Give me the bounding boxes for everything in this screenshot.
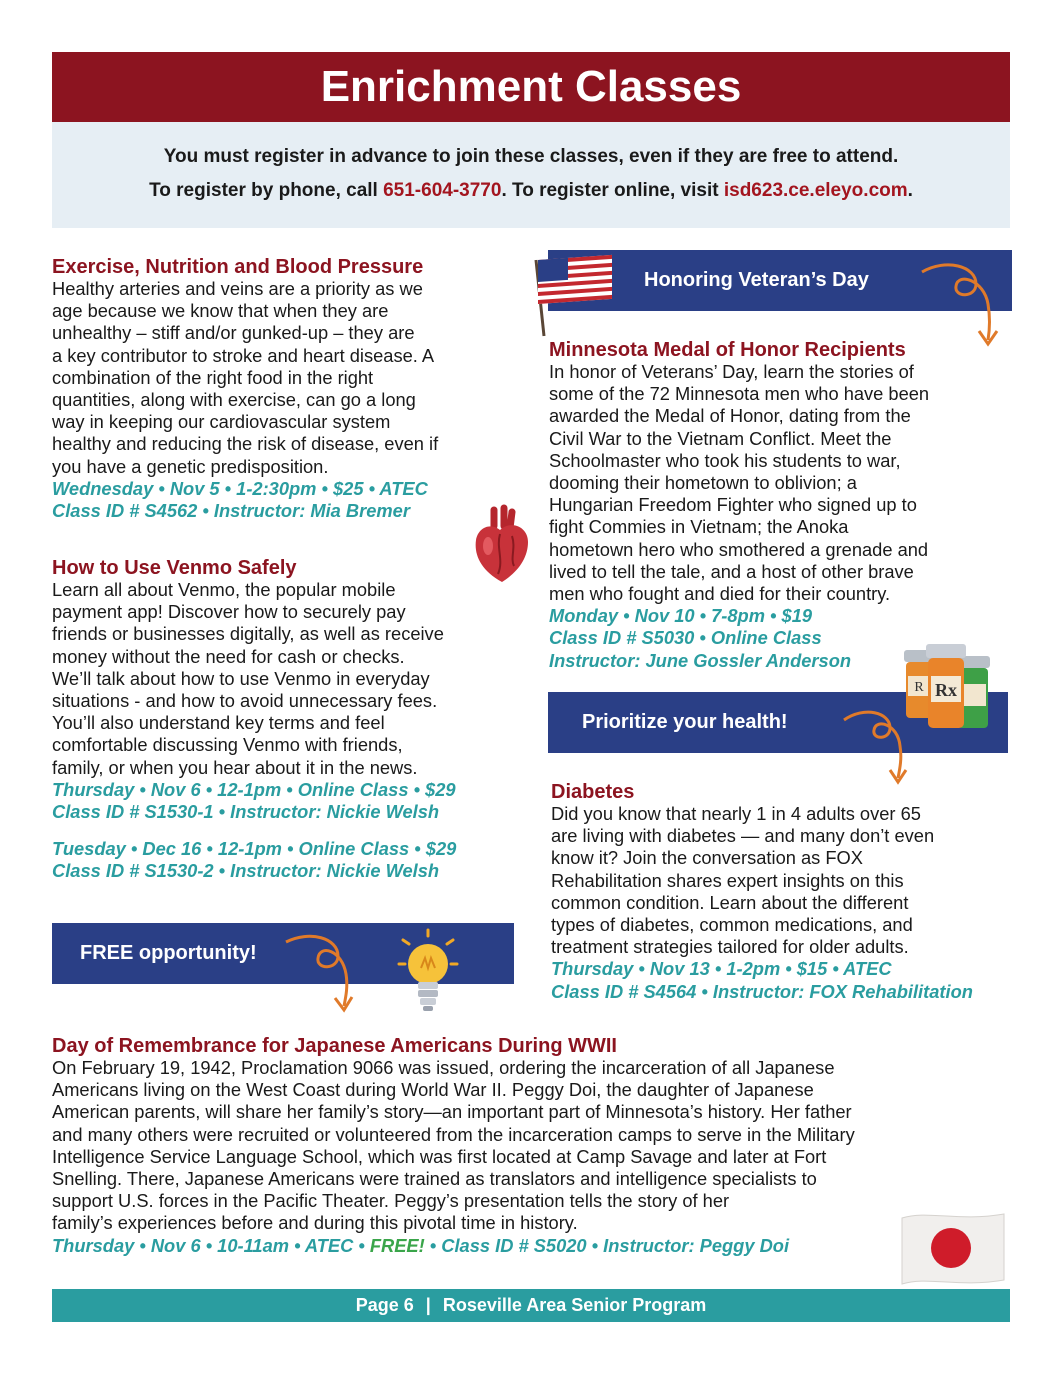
remembrance-details-end: • Class ID # S5020 • Instructor: Peggy Doi [424,1234,790,1256]
curly-arrow-icon [918,258,1008,348]
venmo-section [52,557,522,883]
diabetes-line: are living with diabetes — and many don’t even [551,825,935,847]
japan-flag-icon [898,1210,1008,1288]
remembrance-line: Americans living on the West Coast during World War II. Peggy Doi, the daughter of Japanese [52,1079,814,1101]
registration-online-prefix: . To register online, visit [501,180,724,201]
medal-title: Minnesota Medal of Honor Recipients [549,339,906,361]
medal-line: fight Commies in Vietnam; the Anoka [549,516,849,538]
page-number: Page 6 [355,1295,414,1315]
medal-line: men who fought and died for their country. [549,583,891,605]
medal-line: hometown hero who smothered a grenade and [549,538,929,560]
exercise-description [52,278,522,478]
remembrance-line: On February 19, 1942, Proclamation 9066 was issued, ordering the incarceration of all Japanese [52,1057,835,1078]
exercise-line: a key contributor to stroke and heart disease. A [52,344,435,366]
remembrance-line: Intelligence Service Language School, which was first located at Camp Savage and later at Fort [52,1145,827,1167]
exercise-line: healthy and reducing the risk of disease, even if [52,433,439,455]
medal-instructor: Instructor: June Gossler Anderson [549,649,852,671]
remembrance-line: Snelling. There, Japanese Americans were trained as translators and intelligence specialists to [52,1168,817,1190]
venmo-line: friends or businesses digitally, as well as receive [52,623,444,645]
diabetes-description [551,803,1013,958]
registration-line2 [52,168,1010,202]
diabetes-line: know it? Join the conversation as FOX [551,847,863,869]
registration-phone-prefix: To register by phone, call [149,180,384,201]
footer-bar [52,1289,1010,1322]
venmo-line: comfortable discussing Venmo with friends, [52,734,403,756]
venmo-title: How to Use Venmo Safely [52,557,297,579]
exercise-title: Exercise, Nutrition and Blood Pressure [52,256,424,278]
medal-line: Hungarian Freedom Fighter who signed up to [549,494,917,516]
medal-line: some of the 72 Minnesota men who have been [549,383,930,405]
footer-separator: | [425,1295,431,1315]
exercise-class-id: Class ID # S4562 • Instructor: Mia Bremer [52,500,410,522]
venmo-session2-class-id: Class ID # S1530-2 • Instructor: Nickie Welsh [52,860,440,882]
exercise-line: combination of the right food in the right [52,366,374,388]
exercise-line: Healthy arteries and veins are a priority as we [52,278,423,299]
curly-arrow-icon [280,930,370,1015]
medal-class-id: Class ID # S5030 • Online Class [549,627,822,649]
page-title: Enrichment Classes [52,52,1010,122]
exercise-line: you have a genetic predisposition. [52,455,329,477]
registration-box [52,122,1010,228]
venmo-session1-class-id: Class ID # S1530-1 • Instructor: Nickie Welsh [52,801,440,823]
us-flag-icon [530,254,616,340]
remembrance-schedule [52,1235,1012,1257]
venmo-line: We’ll talk about how to use Venmo in everyday [52,667,430,689]
medal-line: Civil War to the Vietnam Conflict. Meet the [549,427,892,449]
svg-text:Rx: Rx [935,680,957,700]
venmo-description [52,579,522,779]
curly-arrow-icon [840,706,920,786]
registration-line1: You must register in advance to join these classes, even if they are free to attend. [163,146,899,167]
diabetes-line: Did you know that nearly 1 in 4 adults over 65 [551,803,921,824]
diabetes-title: Diabetes [551,781,635,803]
diabetes-line: treatment strategies tailored for older adults. [551,936,909,958]
medal-schedule: Monday • Nov 10 • 7-8pm • $19 [549,605,813,627]
venmo-line: situations - and how to avoid unnecessary fees. [52,690,438,712]
remembrance-section [52,1035,1012,1257]
phone-number[interactable]: 651-604-3770 [383,180,502,201]
venmo-session1-schedule: Thursday • Nov 6 • 12-1pm • Online Class • $29 [52,778,456,800]
remembrance-title: Day of Remembrance for Japanese Americans During WWII [52,1035,617,1057]
program-name: Roseville Area Senior Program [442,1295,707,1315]
free-badge: FREE! [369,1234,425,1256]
medal-line: lived to tell the tale, and a host of other brave [549,560,914,582]
svg-text:R: R [914,680,924,695]
venmo-line: payment app! Discover how to securely pay [52,601,406,623]
medal-line: dooming their hometown to oblivion; a [549,472,857,494]
free-banner-label: FREE opportunity! [80,942,257,964]
lightbulb-icon [397,928,459,1014]
diabetes-schedule: Thursday • Nov 13 • 1-2pm • $15 • ATEC [551,958,892,980]
veterans-banner-label: Honoring Veteran’s Day [644,269,869,291]
venmo-line: family, or when you hear about it in the news. [52,756,418,778]
registration-end: . [907,180,913,201]
remembrance-line: American parents, will share her family’s story—an important part of Minnesota’s history. Her father [52,1101,852,1123]
diabetes-class-id: Class ID # S4564 • Instructor: FOX Rehabilitation [551,980,973,1002]
remembrance-line: family’s experiences before and during this pivotal time in history. [52,1212,578,1234]
registration-url[interactable]: isd623.ce.eleyo.com [723,180,908,201]
exercise-line: age because we know that when they are [52,300,389,322]
medal-line: awarded the Medal of Honor, dating from the [549,405,911,427]
remembrance-line: and many others were recruited or volunteered from the incarceration camps to serve in the Military [52,1123,855,1145]
diabetes-section [551,781,1013,1003]
exercise-section [52,256,522,522]
remembrance-description [52,1057,1012,1235]
diabetes-line: common condition. Learn about the different [551,891,909,913]
venmo-line: money without the need for cash or checks. [52,645,405,667]
remembrance-details-start: Thursday • Nov 6 • 10-11am • ATEC • [52,1234,370,1256]
diabetes-line: types of diabetes, common medications, and [551,914,913,936]
venmo-line: Learn all about Venmo, the popular mobile [52,579,396,600]
medal-description [549,361,1011,605]
medal-line: Schoolmaster who took his students to war, [549,449,901,471]
exercise-line: way in keeping our cardiovascular system [52,411,391,433]
exercise-schedule: Wednesday • Nov 5 • 1-2:30pm • $25 • ATEC [52,477,428,499]
venmo-session2-schedule: Tuesday • Dec 16 • 12-1pm • Online Class • $29 [52,838,457,860]
venmo-line: You’ll also understand key terms and feel [52,712,385,734]
exercise-line: unhealthy – stiff and/or gunked-up – they are [52,322,415,344]
exercise-line: quantities, along with exercise, can go a long [52,389,416,411]
medal-of-honor-section [549,339,1011,672]
medal-line: In honor of Veterans’ Day, learn the stories of [549,361,914,382]
health-banner-label: Prioritize your health! [582,711,788,733]
remembrance-line: support U.S. forces in the Pacific Theater. Peggy’s presentation tells the story of her [52,1190,730,1212]
diabetes-line: Rehabilitation shares expert insights on this [551,869,904,891]
